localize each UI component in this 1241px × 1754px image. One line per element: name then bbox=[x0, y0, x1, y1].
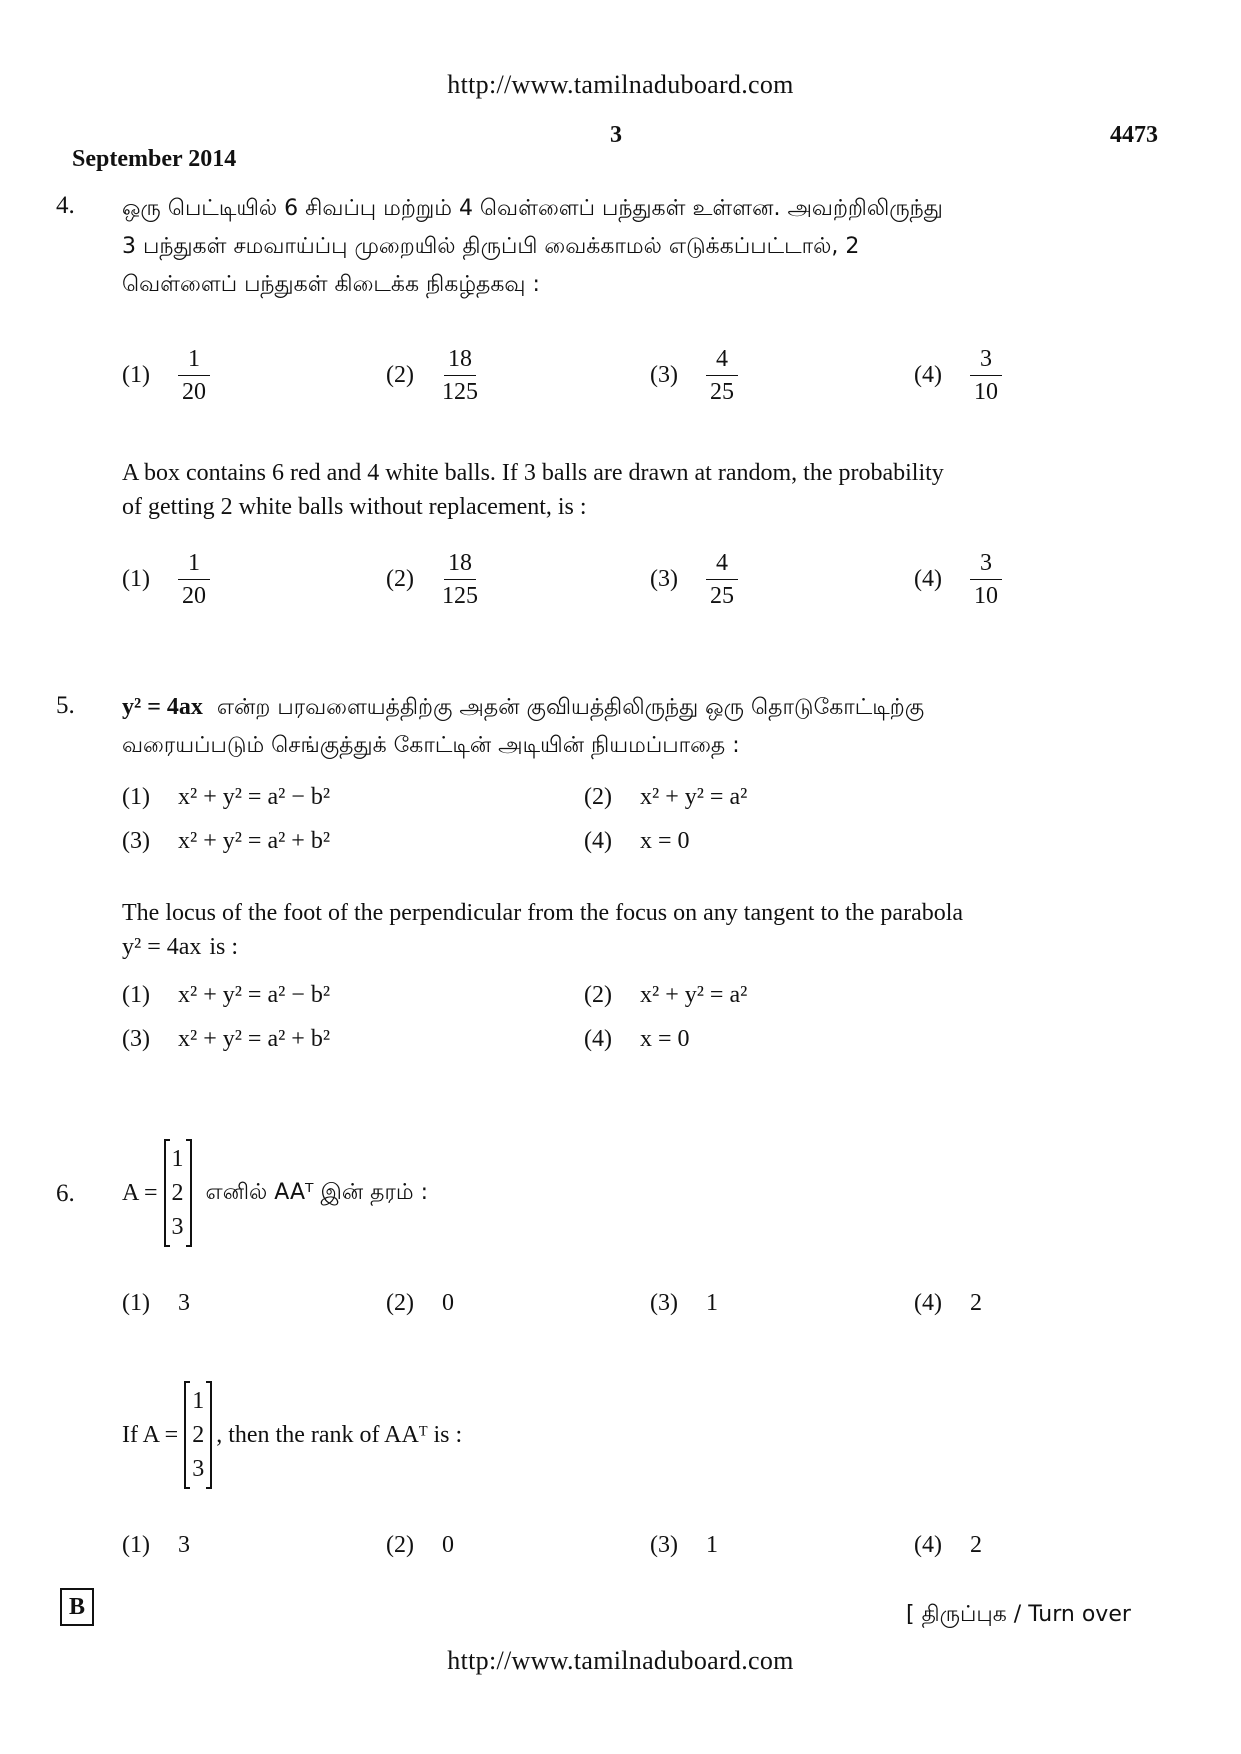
q5-english-line: The locus of the foot of the perpendicular from the focus on any tangent to the parabola bbox=[122, 900, 964, 926]
q4-english-text bbox=[122, 456, 1122, 524]
q5-tamil-line: வரையப்படும் செங்குத்துக் கோட்டின் அடியின் நியமப்பாதை : bbox=[122, 733, 740, 758]
session-label: September 2014 bbox=[72, 146, 237, 172]
q4-e-option-4: (4) $\frac{3}{10}$ bbox=[914, 550, 1002, 609]
q5-english-line: y² = 4ax is : bbox=[122, 934, 239, 960]
q6-t-option-2: (2) 0 bbox=[386, 1290, 454, 1316]
fraction: $\frac{1}{20}$ bbox=[178, 346, 210, 405]
fraction: $\frac{3}{10}$ bbox=[970, 346, 1002, 405]
q5-tamil-equation: y² = 4ax bbox=[122, 694, 203, 720]
q4-english-line: of getting 2 white balls without replacement, is : bbox=[122, 494, 587, 520]
q4-t-option-4: (4) $\frac{3}{10}$ bbox=[914, 346, 1002, 405]
q5-e-option-3: (3) x² + y² = a² + b² bbox=[122, 1026, 331, 1052]
turn-over-label: [ திருப்புக / Turn over bbox=[906, 1602, 1131, 1627]
q4-number: 4. bbox=[56, 192, 75, 219]
q4-e-option-1: (1) $\frac{1}{20}$ bbox=[122, 550, 210, 609]
page-number: 3 bbox=[610, 122, 622, 148]
fraction: $\frac{18}{125}$ bbox=[442, 346, 478, 405]
q4-tamil-line: ஒரு பெட்டியில் 6 சிவப்பு மற்றும் 4 வெள்ளைப் பந்துகள் உள்ளன. அவற்றிலிருந்து bbox=[122, 196, 943, 221]
fraction: $\frac{3}{10}$ bbox=[970, 550, 1002, 609]
q6-t-option-1: (1) 3 bbox=[122, 1290, 190, 1316]
q4-e-option-3: (3) $\frac{4}{25}$ bbox=[650, 550, 738, 609]
q6-e-option-3: (3) 1 bbox=[650, 1532, 718, 1558]
q6-e-option-4: (4) 2 bbox=[914, 1532, 982, 1558]
column-matrix: 1 2 3 bbox=[164, 1140, 192, 1246]
top-url: http://www.tamilnaduboard.com bbox=[447, 70, 794, 99]
q5-t-option-3: (3) x² + y² = a² + b² bbox=[122, 828, 331, 854]
q4-tamil-line: வெள்ளைப் பந்துகள் கிடைக்க நிகழ்தகவு : bbox=[122, 272, 540, 297]
paper-code: 4473 bbox=[1110, 122, 1158, 148]
q4-english-line: A box contains 6 red and 4 white balls. If 3 balls are drawn at random, the probability bbox=[122, 460, 944, 486]
q5-t-option-2: (2) x² + y² = a² bbox=[584, 784, 748, 810]
q5-e-option-4: (4) x = 0 bbox=[584, 1026, 690, 1052]
column-matrix: 1 2 3 bbox=[184, 1382, 212, 1488]
q6-number: 6. bbox=[56, 1180, 75, 1207]
q6-e-option-1: (1) 3 bbox=[122, 1532, 190, 1558]
q5-tamil-line: y² = 4ax என்ற பரவளையத்திற்கு அதன் குவியத்திலிருந்து ஒரு தொடுகோட்டிற்கு bbox=[122, 694, 925, 720]
q5-tamil-text bbox=[122, 688, 1122, 765]
q4-tamil-line: 3 பந்துகள் சமவாய்ப்பு முறையில் திருப்பி வைக்காமல் எடுக்கப்பட்டால், 2 bbox=[122, 234, 860, 259]
q6-t-option-3: (3) 1 bbox=[650, 1290, 718, 1316]
q4-t-option-2: (2) $\frac{18}{125}$ bbox=[386, 346, 478, 405]
q6-t-option-4: (4) 2 bbox=[914, 1290, 982, 1316]
fraction: $\frac{18}{125}$ bbox=[442, 550, 478, 609]
version-box: B bbox=[60, 1588, 94, 1626]
q5-english-text bbox=[122, 896, 1122, 964]
q4-t-option-3: (3) $\frac{4}{25}$ bbox=[650, 346, 738, 405]
fraction: $\frac{1}{20}$ bbox=[178, 550, 210, 609]
q5-t-option-1: (1) x² + y² = a² − b² bbox=[122, 784, 331, 810]
q5-english-equation: y² = 4ax bbox=[122, 934, 202, 960]
q6-e-option-2: (2) 0 bbox=[386, 1532, 454, 1558]
q4-tamil-text bbox=[122, 190, 1122, 304]
q5-e-option-2: (2) x² + y² = a² bbox=[584, 982, 748, 1008]
q6-tamil-text: A = 1 2 3 எனில் AAᵀ இன் தரம் : bbox=[122, 1140, 428, 1246]
bottom-url: http://www.tamilnaduboard.com bbox=[447, 1646, 794, 1675]
q4-e-option-2: (2) $\frac{18}{125}$ bbox=[386, 550, 478, 609]
fraction: $\frac{4}{25}$ bbox=[706, 550, 738, 609]
q4-t-option-1: (1) $\frac{1}{20}$ bbox=[122, 346, 210, 405]
fraction: $\frac{4}{25}$ bbox=[706, 346, 738, 405]
q5-e-option-1: (1) x² + y² = a² − b² bbox=[122, 982, 331, 1008]
q5-number: 5. bbox=[56, 692, 75, 719]
q6-english-text: If A = 1 2 3 , then the rank of AAᵀ is : bbox=[122, 1382, 462, 1488]
q5-t-option-4: (4) x = 0 bbox=[584, 828, 690, 854]
